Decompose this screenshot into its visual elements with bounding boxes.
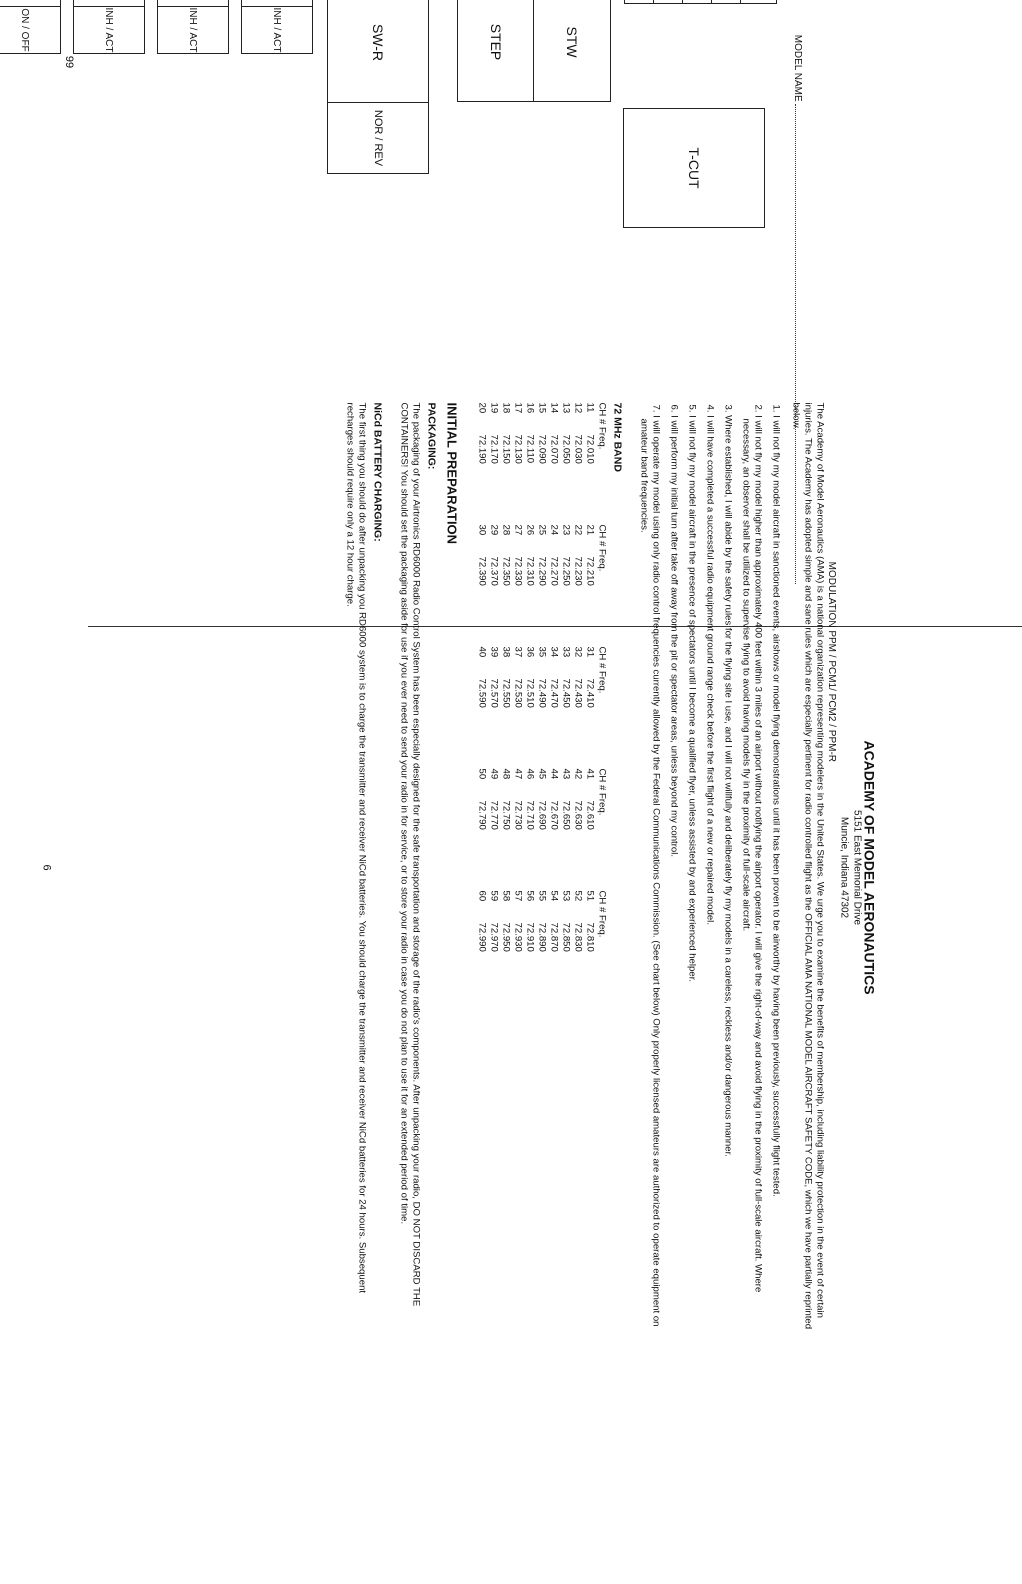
channel-number: 52 (572, 890, 584, 902)
freq-row (512, 891, 524, 1013)
dtm-value: INH / ACT (187, 7, 199, 53)
basic-box[interactable] (0, 0, 61, 54)
channel-number: 43 (560, 768, 572, 780)
freq-row (476, 403, 488, 525)
packaging-text: The packaging of your Airtronics RD6000 Radio Control System has been especially designed for the safe transportation and storage of the radio's components. After unpacking your radio, DO NOT DISCARD THE CONTAINERS! You should set the packaging aside for use if you ever need to send your radio in for service, or to store your radio in case you do not plan to use it for an extended period of time. (398, 402, 422, 1307)
freq-header: CH # Freq. (596, 524, 608, 572)
channel-frequency: 72.770 (488, 800, 500, 830)
ama-address-line1: 5151 East Memorial Drive (851, 809, 863, 926)
channel-number: 55 (536, 890, 548, 902)
channel-frequency: 72.730 (512, 800, 524, 830)
channel-frequency: 72.470 (548, 678, 560, 708)
sw-r-box[interactable] (327, 0, 429, 174)
channel-frequency: 72.630 (572, 800, 584, 830)
freq-row (536, 647, 548, 769)
channel-number: 54 (548, 890, 560, 902)
channel-number: 47 (512, 768, 524, 780)
channel-frequency: 72.310 (524, 556, 536, 586)
value-cell[interactable] (712, 0, 741, 4)
freq-row (584, 525, 596, 647)
freq-row (560, 647, 572, 769)
freq-row (488, 647, 500, 769)
safety-rule: 5. I will not fly my model aircraft in the presence of spectators until I become a qualified flyer, unless assisted by and experienced helper. (686, 404, 698, 983)
freq-row (500, 647, 512, 769)
freq-row (536, 403, 548, 525)
ama-address-line2: Muncie, Indiana 47302 (838, 816, 850, 919)
sw-r-value: NOR / REV (372, 109, 384, 167)
channel-frequency: 72.910 (524, 922, 536, 952)
channel-number: 14 (548, 402, 560, 414)
channel-frequency: 72.030 (572, 434, 584, 464)
channel-number: 16 (524, 402, 536, 414)
freq-row (500, 769, 512, 891)
basic-label (0, 0, 60, 7)
channel-number: 18 (500, 402, 512, 414)
channel-frequency: 72.570 (488, 678, 500, 708)
safety-rules (638, 393, 782, 1343)
freq-row (488, 769, 500, 891)
freq-row (536, 769, 548, 891)
freq-column (476, 525, 608, 647)
freq-row (524, 769, 536, 891)
stw-box[interactable] (533, 0, 610, 101)
page-number-99: 99 (63, 55, 75, 69)
b-f-s-label (242, 0, 312, 7)
channel-number: 31 (584, 646, 596, 658)
channel-number: 38 (500, 646, 512, 658)
channel-number: 50 (476, 768, 488, 780)
channel-frequency: 72.590 (476, 678, 488, 708)
channel-number: 13 (560, 402, 572, 414)
channel-frequency: 72.330 (512, 556, 524, 586)
nicd-title: NiCd BATTERY CHARGING: (371, 402, 384, 542)
channel-number: 40 (476, 646, 488, 658)
stw-step-block (457, 0, 611, 102)
t-cut-box[interactable] (623, 108, 765, 228)
channel-frequency: 72.810 (584, 922, 596, 952)
channel-frequency: 72.490 (536, 678, 548, 708)
channel-number: 12 (572, 402, 584, 414)
freq-row (524, 525, 536, 647)
freq-row (500, 403, 512, 525)
channel-frequency: 72.930 (512, 922, 524, 952)
freq-column (476, 403, 608, 525)
channel-frequency: 72.110 (524, 434, 536, 464)
safety-rule: 6. I will perform my initial turn after take off away from the pit or spectator areas, unless beyond my control. (668, 404, 680, 858)
channel-frequency: 72.050 (560, 434, 572, 464)
channel-frequency: 72.350 (500, 556, 512, 586)
channel-number: 42 (572, 768, 584, 780)
channel-frequency: 72.430 (572, 678, 584, 708)
freq-row (584, 403, 596, 525)
channel-number: 27 (512, 524, 524, 536)
channel-frequency: 72.610 (584, 800, 596, 830)
channel-frequency: 72.790 (476, 800, 488, 830)
freq-header: CH # Freq. (596, 402, 608, 450)
freq-header: CH # Freq. (596, 890, 608, 938)
freq-row (524, 403, 536, 525)
freq-row (476, 647, 488, 769)
channel-frequency: 72.150 (500, 434, 512, 464)
channel-number: 33 (560, 646, 572, 658)
channel-number: 15 (536, 402, 548, 414)
channel-frequency: 72.710 (524, 800, 536, 830)
freq-row (572, 525, 584, 647)
channel-number: 57 (512, 890, 524, 902)
channel-number: 30 (476, 524, 488, 536)
channel-frequency: 72.250 (560, 556, 572, 586)
channel-number: 26 (524, 524, 536, 536)
freq-row (536, 525, 548, 647)
channel-number: 44 (548, 768, 560, 780)
freq-row (560, 769, 572, 891)
freq-row (548, 647, 560, 769)
channel-number: 24 (548, 524, 560, 536)
initial-preparation-title: INITIAL PREPARATION (444, 402, 460, 545)
hold-box[interactable] (73, 0, 145, 54)
freq-row (572, 891, 584, 1013)
channel-number: 23 (560, 524, 572, 536)
step-label: STEP (488, 23, 504, 61)
channel-frequency: 72.210 (584, 556, 596, 586)
freq-row (560, 891, 572, 1013)
freq-row (512, 403, 524, 525)
channel-frequency: 72.530 (512, 678, 524, 708)
channel-number: 48 (500, 768, 512, 780)
channel-number: 53 (560, 890, 572, 902)
channel-frequency: 72.550 (500, 678, 512, 708)
channel-frequency: 72.370 (488, 556, 500, 586)
channel-number: 39 (488, 646, 500, 658)
table-row (654, 0, 683, 4)
channel-number: 19 (488, 402, 500, 414)
modulation-label: MODULATION PPM / PCM1/ PCM2 / PPM-R (826, 561, 837, 762)
freq-row (548, 525, 560, 647)
freq-header: CH # Freq. (596, 646, 608, 694)
freq-row (572, 403, 584, 525)
channel-frequency: 72.190 (476, 434, 488, 464)
freq-row (548, 403, 560, 525)
basic-value: ON / OFF (19, 8, 31, 52)
channel-frequency: 72.170 (488, 434, 500, 464)
channel-number: 56 (524, 890, 536, 902)
freq-row (536, 891, 548, 1013)
freq-header: CH # Freq. (596, 768, 608, 816)
channel-frequency: 72.870 (548, 922, 560, 952)
step-box[interactable] (458, 0, 534, 101)
hold-label (74, 0, 144, 7)
freq-row (488, 525, 500, 647)
freq-row (584, 769, 596, 891)
channel-frequency: 72.830 (572, 922, 584, 952)
freq-row (512, 525, 524, 647)
channel-number: 37 (512, 646, 524, 658)
channel-frequency: 72.950 (500, 922, 512, 952)
freq-row (572, 647, 584, 769)
sw-r-label: SW-R (328, 0, 428, 103)
channel-number: 11 (584, 402, 596, 413)
freq-row (560, 525, 572, 647)
b-f-s-value: INH / ACT (271, 7, 283, 53)
channel-number: 41 (584, 768, 596, 780)
channel-number: 20 (476, 402, 488, 414)
channel-frequency: 72.130 (512, 434, 524, 464)
channel-number: 49 (488, 768, 500, 780)
channel-number: 28 (500, 524, 512, 536)
freq-row (476, 525, 488, 647)
channel-frequency: 72.890 (536, 922, 548, 952)
b-f-s-box[interactable] (241, 0, 313, 54)
channel-number: 46 (524, 768, 536, 780)
channel-frequency: 72.990 (476, 922, 488, 952)
channel-frequency: 72.410 (584, 678, 596, 708)
nicd-text: The first thing you should do after unpacking you RD6000 system is to charge the transmitter and receiver NiCd batteries. You should charge the transmitter and receiver NiCd batteries for 24 hours. Subsequent recharges should require only a 12 hour charge. (344, 402, 368, 1294)
channel-frequency: 72.390 (476, 556, 488, 586)
freq-column (476, 769, 608, 891)
value-cell[interactable] (683, 0, 712, 4)
value-cell[interactable] (654, 0, 683, 4)
table-row (712, 0, 741, 4)
channel-number: 29 (488, 524, 500, 536)
dtm-box[interactable] (157, 0, 229, 54)
channel-number: 17 (512, 402, 524, 414)
channel-frequency: 72.510 (524, 678, 536, 708)
freq-row (476, 891, 488, 1013)
band-title: 72 MHz BAND (611, 402, 624, 472)
freq-row (548, 769, 560, 891)
channel-frequency: 72.290 (536, 556, 548, 586)
ama-page (31, 393, 886, 1343)
channel-number: 59 (488, 890, 500, 902)
t-cut-label: T-CUT (686, 147, 702, 189)
channel-number: 32 (572, 646, 584, 658)
packaging-title: PACKAGING: (425, 402, 438, 470)
freq-row (512, 769, 524, 891)
channel-frequency: 72.230 (572, 556, 584, 586)
channel-number: 35 (536, 646, 548, 658)
pi-cv-header (741, 0, 777, 4)
table-row (625, 0, 654, 4)
freq-row (488, 403, 500, 525)
ama-title: ACADEMY OF MODEL AERONAUTICS (861, 740, 878, 995)
channel-number: 25 (536, 524, 548, 536)
channel-number: 34 (548, 646, 560, 658)
freq-row (524, 647, 536, 769)
freq-row (500, 525, 512, 647)
channel-frequency: 72.010 (584, 434, 596, 464)
channel-frequency: 72.070 (548, 434, 560, 464)
channel-frequency: 72.850 (560, 922, 572, 952)
channel-frequency: 72.750 (500, 800, 512, 830)
channel-number: 60 (476, 890, 488, 902)
channel-frequency: 72.450 (560, 678, 572, 708)
model-name-label: MODEL NAME (792, 34, 803, 102)
channel-frequency: 72.270 (548, 556, 560, 586)
channel-frequency: 72.650 (560, 800, 572, 830)
channel-number: 51 (584, 890, 596, 902)
freq-column (476, 891, 608, 1013)
freq-row (572, 769, 584, 891)
freq-row (560, 403, 572, 525)
hold-value: INH / ACT (103, 7, 115, 53)
channel-number: 36 (524, 646, 536, 658)
channel-number: 22 (572, 524, 584, 536)
table-row (683, 0, 712, 4)
dtm-label (158, 0, 228, 7)
pi-cv-table (624, 0, 777, 4)
freq-row (488, 891, 500, 1013)
channel-number: 58 (500, 890, 512, 902)
freq-row (524, 891, 536, 1013)
channel-frequency: 72.670 (548, 800, 560, 830)
freq-row (584, 891, 596, 1013)
freq-row (500, 891, 512, 1013)
channel-frequency: 72.690 (536, 800, 548, 830)
pi-cv-section (624, 0, 777, 189)
channel-number: 45 (536, 768, 548, 780)
channel-frequency: 72.090 (536, 434, 548, 464)
safety-rule: 2. I will not fly my model higher than approximately 400 feet within 3 miles of an airport without notifying the airport operator. I will give the right-of-way and avoid flying in the proximity of full-scale aircraft. Where necessary, an observer shall be utilized to supervise flying to avoid having models fly in the proximity of full-scale aircraft. (740, 404, 764, 1293)
stw-label: STW (564, 26, 580, 58)
safety-rule: 1. I will not fly my model aircraft in sanctioned events, airshows or model flying demonstrations until it has been proven to be airworthy by having been previously, successfully flight tested. (770, 404, 782, 1197)
frequency-table (476, 403, 608, 1333)
value-cell[interactable] (625, 0, 654, 4)
freq-column (476, 647, 608, 769)
channel-number: 21 (584, 524, 596, 536)
page-number-6: 6 (40, 864, 53, 871)
channel-frequency: 72.970 (488, 922, 500, 952)
freq-row (512, 647, 524, 769)
safety-rule: 4. I will have completed a successful radio equipment ground range check before the first flight of a new or repaired model. (704, 404, 716, 925)
safety-rule: 3. Where established, I will abide by the safety rules for the flying site I use, and I will not willfully and deliberately fly my models in a careless, reckless and/or dangerous manner. (722, 404, 734, 1157)
freq-row (476, 769, 488, 891)
ama-intro: The Academy of Model Aeronautics (AMA) is a national organization representing modelers in the United States. We urge you to examine the benefits of membership, including liability protection in the event of certain injuries. The Academy has adopted simple and sane rules which are especially pertinent for radio controlled flight as the OFFICIAL AMA NATIONAL MODEL AIRCRAFT SAFETY CODE, which we have partially reprinted below. (790, 402, 826, 1330)
freq-row (584, 647, 596, 769)
safety-rule: 7. I will operate my model using only radio control frequencies currently allowed by the Federal Communications Commission. (See chart below) Only properly licensed amateurs are authorized to operate equipment on amateur band frequencies. (638, 404, 662, 1327)
freq-row (548, 891, 560, 1013)
